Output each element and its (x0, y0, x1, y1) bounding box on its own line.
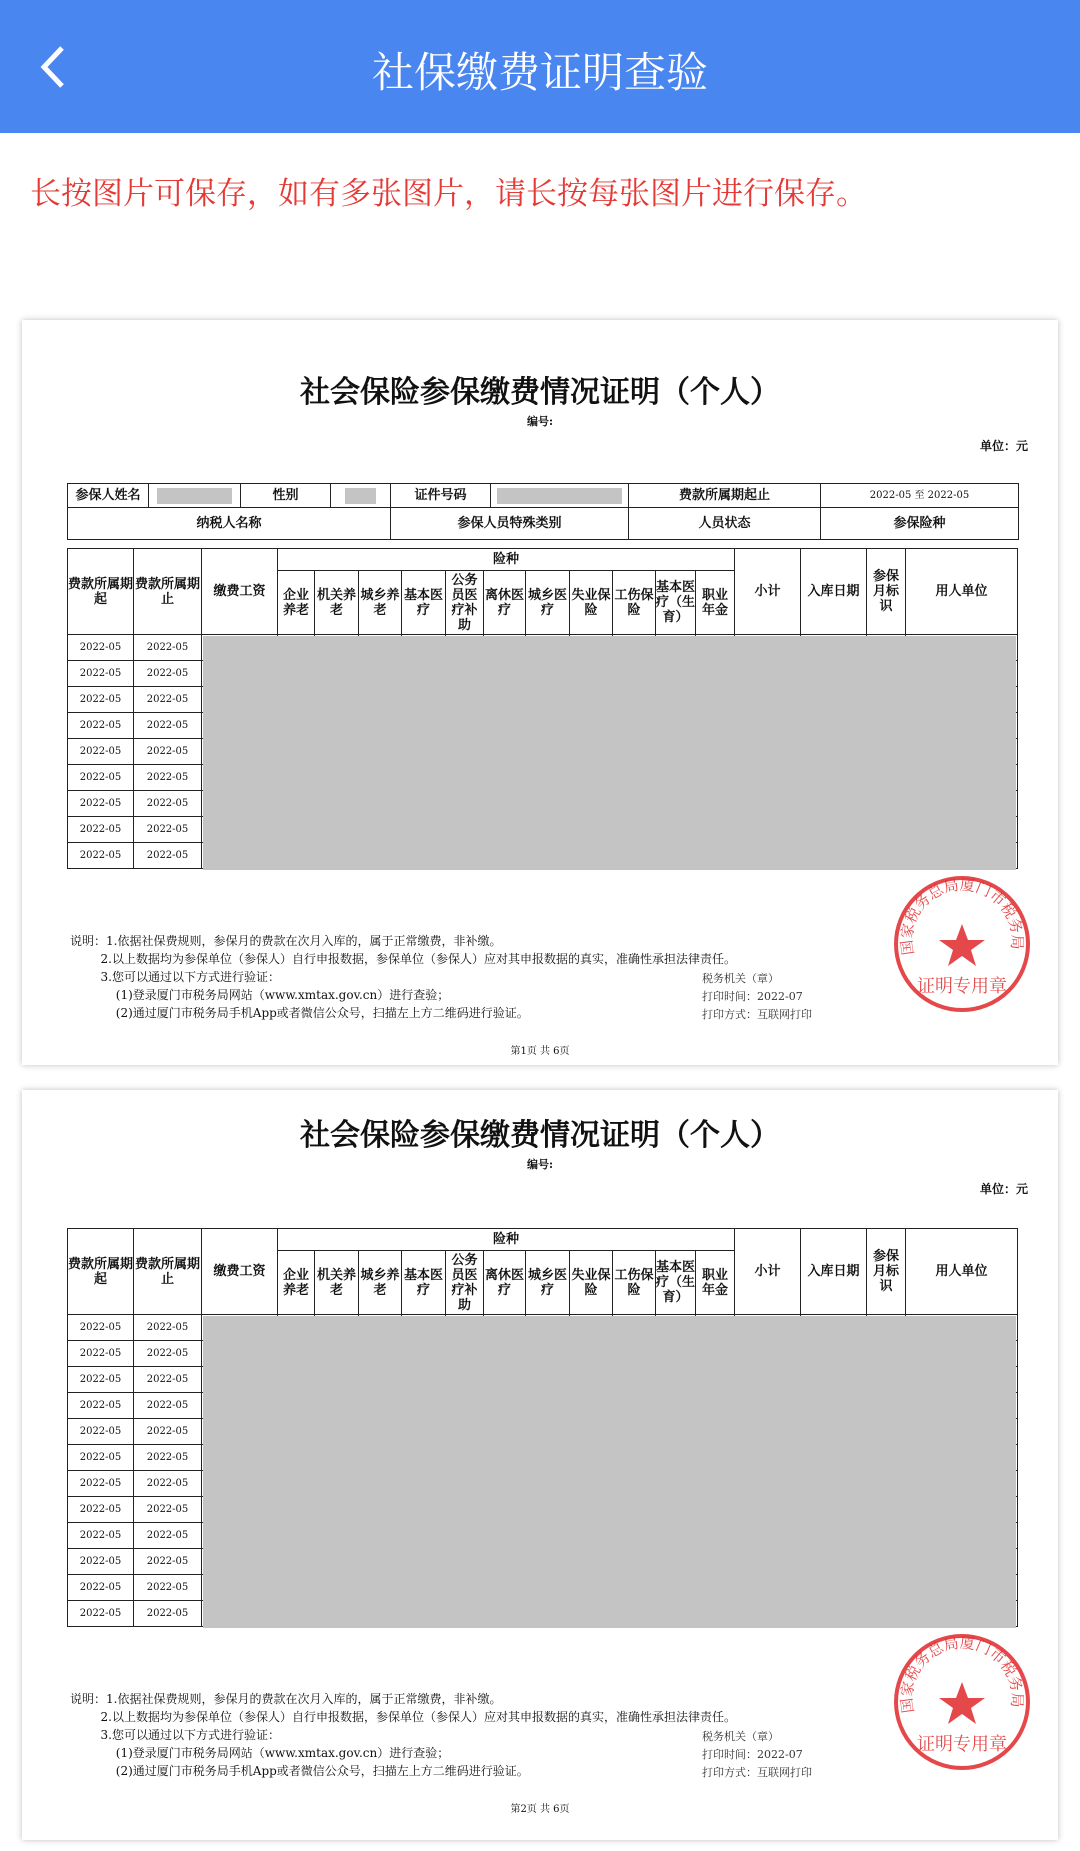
name-label: 参保人姓名 (68, 484, 149, 508)
row-end: 2022-05 (134, 817, 202, 843)
col-insurance-group: 险种 (278, 1229, 735, 1251)
row-end: 2022-05 (134, 635, 202, 661)
col-insurance-type: 基本医疗 (402, 1251, 446, 1315)
col-period-end: 费款所属期止 (134, 1229, 202, 1315)
doc-number: 编号: (526, 415, 554, 428)
col-insurance-type: 失业保险 (570, 571, 613, 635)
col-employer: 用人单位 (906, 1229, 1018, 1315)
row-start: 2022-05 (68, 687, 134, 713)
col-insurance-type: 城乡养老 (359, 571, 402, 635)
gender-label: 性别 (241, 484, 331, 508)
row-start: 2022-05 (68, 635, 134, 661)
row-start: 2022-05 (68, 817, 134, 843)
col-insurance-type: 离休医疗 (484, 571, 526, 635)
col-insurance-type: 城乡养老 (359, 1251, 402, 1315)
row-end: 2022-05 (134, 1341, 202, 1367)
col-insurance-type: 基本医疗 (402, 571, 446, 635)
col-insurance-type: 机关养老 (315, 1251, 359, 1315)
row-start: 2022-05 (68, 1549, 134, 1575)
row-start: 2022-05 (68, 1367, 134, 1393)
certificate-page[interactable] (22, 1090, 1058, 1840)
save-notice: 长按图片可保存，如有多张图片，请长按每张图片进行保存。 (30, 176, 867, 212)
row-end: 2022-05 (134, 687, 202, 713)
official-seal-icon (892, 1632, 1032, 1772)
row-end: 2022-05 (134, 1523, 202, 1549)
col-date: 入库日期 (801, 549, 867, 635)
col-flag: 参保月标识 (867, 1229, 906, 1315)
info-table (67, 483, 1019, 540)
page-footer: 第2页 共 6页 (510, 1804, 570, 1816)
col-insurance-type: 职业年金 (696, 571, 735, 635)
row-start: 2022-05 (68, 661, 134, 687)
row-start: 2022-05 (68, 1497, 134, 1523)
col-date: 入库日期 (801, 1229, 867, 1315)
col-insurance-type: 企业养老 (278, 571, 315, 635)
row-start: 2022-05 (68, 713, 134, 739)
row-end: 2022-05 (134, 1601, 202, 1627)
col-period-start: 费款所属期起 (68, 549, 134, 635)
row-end: 2022-05 (134, 1575, 202, 1601)
col-wage: 缴费工资 (202, 1229, 278, 1315)
col-period-start: 费款所属期起 (68, 1229, 134, 1315)
row-end: 2022-05 (134, 1315, 202, 1341)
special-category-label: 参保人员特殊类别 (391, 508, 629, 540)
notes: 说明：1.依据社保费规则，参保月的费款在次月入库的，属于正常缴费，非补缴。 2.以上数据均为参保单位（参保人）自行申报数据，参保单位（参保人）应对其申报数据的真实，准确性承担法律责任。 3.您可以通过以下方式进行验证： (1)登录厦门市税务局网站（www.xmtax.gov.cn）进行查验； (2)通过厦门市税务局手机App或者微信公众号，扫描左上方二维码进行验证。 (70, 1692, 736, 1779)
redacted-data (203, 636, 1016, 870)
app-header (0, 0, 1080, 133)
col-insurance-type: 机关养老 (315, 571, 359, 635)
svg-text:国家税务总局厦门市税务局: 国家税务总局厦门市税务局 (897, 1633, 1027, 1715)
row-start: 2022-05 (68, 1575, 134, 1601)
row-start: 2022-05 (68, 765, 134, 791)
row-start: 2022-05 (68, 1315, 134, 1341)
doc-title: 社会保险参保缴费情况证明（个人） (300, 375, 780, 410)
row-end: 2022-05 (134, 1471, 202, 1497)
row-end: 2022-05 (134, 1445, 202, 1471)
col-insurance-type: 工伤保险 (613, 571, 656, 635)
period-label: 费款所属期起止 (629, 484, 821, 508)
redacted-id (491, 484, 629, 508)
page-title: 社保缴费证明查验 (371, 48, 708, 97)
status-label: 人员状态 (629, 508, 821, 540)
col-insurance-type: 基本医疗（生育） (656, 1251, 696, 1315)
row-start: 2022-05 (68, 1523, 134, 1549)
id-label: 证件号码 (391, 484, 491, 508)
row-end: 2022-05 (134, 739, 202, 765)
taxpayer-label: 纳税人名称 (68, 508, 391, 540)
row-end: 2022-05 (134, 1549, 202, 1575)
certificate-page[interactable] (22, 320, 1058, 1065)
row-end: 2022-05 (134, 1393, 202, 1419)
row-start: 2022-05 (68, 739, 134, 765)
row-start: 2022-05 (68, 843, 134, 869)
row-end: 2022-05 (134, 791, 202, 817)
row-end: 2022-05 (134, 1419, 202, 1445)
col-insurance-type: 基本医疗（生育） (656, 571, 696, 635)
row-start: 2022-05 (68, 791, 134, 817)
unit-label: 单位：元 (979, 439, 1028, 453)
col-wage: 缴费工资 (202, 549, 278, 635)
col-insurance-type: 公务员医疗补助 (446, 1251, 484, 1315)
col-insurance-type: 职业年金 (696, 1251, 735, 1315)
row-start: 2022-05 (68, 1445, 134, 1471)
official-seal-icon (892, 874, 1032, 1014)
row-end: 2022-05 (134, 1367, 202, 1393)
row-end: 2022-05 (134, 843, 202, 869)
svg-text:证明专用章: 证明专用章 (917, 975, 1007, 997)
col-subtotal: 小计 (735, 549, 801, 635)
row-end: 2022-05 (134, 661, 202, 687)
page-footer: 第1页 共 6页 (510, 1045, 570, 1057)
col-insurance-group: 险种 (278, 549, 735, 571)
seal-overlay-text: 税务机关（章） 打印时间：2022-07 打印方式：互联网打印 (702, 971, 812, 1021)
col-insurance-type: 企业养老 (278, 1251, 315, 1315)
col-insurance-type: 城乡医疗 (526, 1251, 570, 1315)
redacted-gender (331, 484, 391, 508)
period-value: 2022-05 至 2022-05 (821, 484, 1019, 508)
insurance-type-label: 参保险种 (821, 508, 1019, 540)
seal-overlay-text: 税务机关（章） 打印时间：2022-07 打印方式：互联网打印 (702, 1730, 812, 1780)
row-start: 2022-05 (68, 1393, 134, 1419)
row-end: 2022-05 (134, 1497, 202, 1523)
row-start: 2022-05 (68, 1419, 134, 1445)
redacted-name (149, 484, 241, 508)
col-insurance-type: 失业保险 (570, 1251, 613, 1315)
notes: 说明：1.依据社保费规则，参保月的费款在次月入库的，属于正常缴费，非补缴。 2.以上数据均为参保单位（参保人）自行申报数据，参保单位（参保人）应对其申报数据的真实，准确性承担法律责任。 3.您可以通过以下方式进行验证： (1)登录厦门市税务局网站（www.xmtax.gov.cn）进行查验； (2)通过厦门市税务局手机App或者微信公众号，扫描左上方二维码进行验证。 (70, 933, 736, 1020)
row-end: 2022-05 (134, 713, 202, 739)
row-start: 2022-05 (68, 1341, 134, 1367)
col-insurance-type: 离休医疗 (484, 1251, 526, 1315)
col-insurance-type: 公务员医疗补助 (446, 571, 484, 635)
col-flag: 参保月标识 (867, 549, 906, 635)
col-subtotal: 小计 (735, 1229, 801, 1315)
unit-label: 单位：元 (979, 1182, 1028, 1196)
col-period-end: 费款所属期止 (134, 549, 202, 635)
doc-number: 编号: (526, 1158, 554, 1171)
col-insurance-type: 城乡医疗 (526, 571, 570, 635)
col-employer: 用人单位 (906, 549, 1018, 635)
svg-text:国家税务总局厦门市税务局: 国家税务总局厦门市税务局 (897, 875, 1027, 956)
row-start: 2022-05 (68, 1601, 134, 1627)
redacted-data (203, 1316, 1016, 1628)
col-insurance-type: 工伤保险 (613, 1251, 656, 1315)
doc-title: 社会保险参保缴费情况证明（个人） (300, 1118, 780, 1153)
svg-text:证明专用章: 证明专用章 (917, 1734, 1007, 1756)
row-end: 2022-05 (134, 765, 202, 791)
row-start: 2022-05 (68, 1471, 134, 1497)
